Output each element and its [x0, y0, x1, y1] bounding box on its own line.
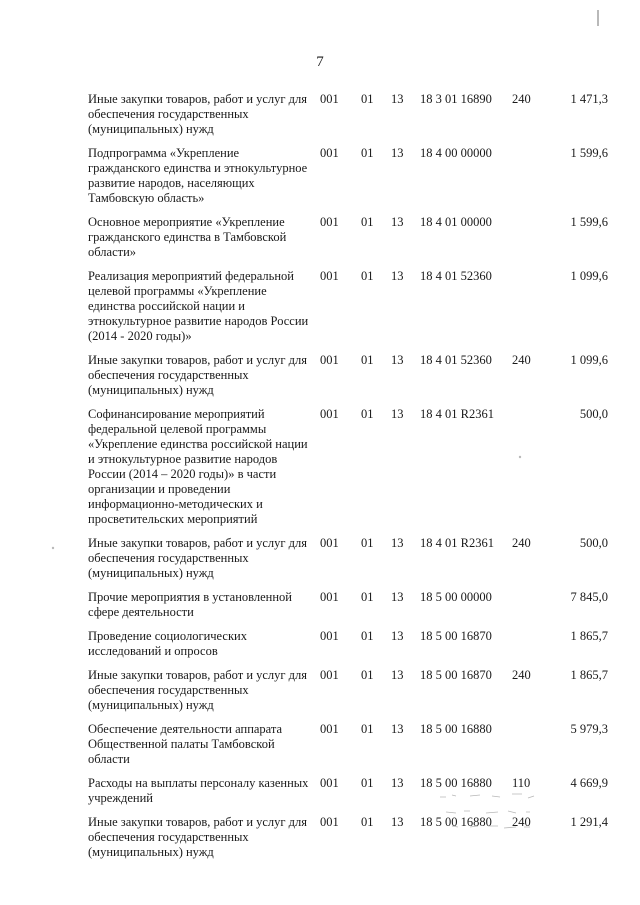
row-sum: 1 291,4 — [570, 815, 608, 829]
row-ved: 001 — [320, 146, 339, 160]
row-name: Подпрограмма «Укрепление гражданского единства и этнокультурное развитие народов, населяющих Тамбовскую область» — [88, 146, 308, 205]
row-name: Иные закупки товаров, работ и услуг для обеспечения государственных (муниципальных) нужд — [88, 353, 308, 397]
row-rz: 01 — [361, 668, 374, 682]
row-rz: 01 — [361, 146, 374, 160]
row-csr: 18 4 01 R2361 — [420, 536, 494, 550]
row-rz: 01 — [361, 536, 374, 550]
row-csr: 18 5 00 16880 — [420, 776, 492, 790]
table-row — [88, 668, 608, 713]
row-csr: 18 4 01 00000 — [420, 215, 492, 229]
row-vr: 240 — [512, 668, 531, 682]
table-row — [88, 146, 608, 206]
row-csr: 18 3 01 16890 — [420, 92, 492, 106]
row-csr: 18 4 01 52360 — [420, 269, 492, 283]
row-pr: 13 — [391, 407, 404, 421]
row-csr: 18 5 00 16870 — [420, 629, 492, 643]
table-row — [88, 407, 608, 527]
row-pr: 13 — [391, 92, 404, 106]
row-pr: 13 — [391, 668, 404, 682]
row-rz: 01 — [361, 722, 374, 736]
row-pr: 13 — [391, 146, 404, 160]
row-rz: 01 — [361, 815, 374, 829]
row-csr: 18 4 00 00000 — [420, 146, 492, 160]
row-pr: 13 — [391, 629, 404, 643]
row-sum: 1 865,7 — [570, 668, 608, 682]
row-pr: 13 — [391, 536, 404, 550]
row-csr: 18 5 00 16880 — [420, 722, 492, 736]
table-row — [88, 92, 608, 137]
row-ved: 001 — [320, 722, 339, 736]
row-name: Реализация мероприятий федеральной целевой программы «Укрепление единства российской нации и этнокультурное развитие народов России (2014 - 2020 годы)» — [88, 269, 309, 343]
row-rz: 01 — [361, 590, 374, 604]
table-row — [88, 590, 608, 620]
row-ved: 001 — [320, 536, 339, 550]
table-row — [88, 815, 608, 860]
budget-table — [88, 92, 608, 869]
row-pr: 13 — [391, 590, 404, 604]
row-name: Иные закупки товаров, работ и услуг для обеспечения государственных (муниципальных) нужд — [88, 668, 308, 712]
row-rz: 01 — [361, 776, 374, 790]
row-pr: 13 — [391, 215, 404, 229]
row-vr: 240 — [512, 815, 531, 829]
row-pr: 13 — [391, 815, 404, 829]
row-name: Основное мероприятие «Укрепление гражданского единства в Тамбовской области» — [88, 215, 287, 259]
row-sum: 1 599,6 — [570, 215, 608, 229]
row-pr: 13 — [391, 776, 404, 790]
row-ved: 001 — [320, 92, 339, 106]
row-sum: 4 669,9 — [570, 776, 608, 790]
row-csr: 18 5 00 16870 — [420, 668, 492, 682]
row-pr: 13 — [391, 722, 404, 736]
row-sum: 1 865,7 — [570, 629, 608, 643]
row-sum: 500,0 — [579, 536, 608, 550]
row-ved: 001 — [320, 407, 339, 421]
row-vr: 110 — [512, 776, 531, 790]
row-ved: 001 — [320, 269, 339, 283]
row-name: Проведение социологических исследований и опросов — [88, 629, 247, 658]
row-vr: 240 — [512, 353, 531, 367]
row-name: Прочие мероприятия в установленной сфере деятельности — [88, 590, 292, 619]
row-ved: 001 — [320, 590, 339, 604]
row-sum: 5 979,3 — [570, 722, 608, 736]
row-ved: 001 — [320, 629, 339, 643]
row-vr: 240 — [512, 536, 531, 550]
row-name: Иные закупки товаров, работ и услуг для обеспечения государственных (муниципальных) нужд — [88, 815, 308, 859]
row-sum: 7 845,0 — [570, 590, 608, 604]
row-rz: 01 — [361, 92, 374, 106]
row-pr: 13 — [391, 269, 404, 283]
row-ved: 001 — [320, 815, 339, 829]
row-ved: 001 — [320, 353, 339, 367]
table-row — [88, 536, 608, 581]
table-row — [88, 215, 608, 260]
row-sum: 1 099,6 — [570, 269, 608, 283]
row-ved: 001 — [320, 215, 339, 229]
row-sum: 1 471,3 — [570, 92, 608, 106]
row-name: Обеспечение деятельности аппарата Общественной палаты Тамбовской области — [88, 722, 283, 766]
page-number: 7 — [316, 54, 324, 70]
table-row — [88, 776, 608, 806]
row-sum: 1 099,6 — [570, 353, 608, 367]
table-row — [88, 629, 608, 659]
table-row — [88, 269, 608, 344]
table-row — [88, 353, 608, 398]
row-vr: 240 — [512, 92, 531, 106]
row-csr: 18 5 00 16880 — [420, 815, 492, 829]
row-name: Иные закупки товаров, работ и услуг для обеспечения государственных (муниципальных) нужд — [88, 536, 308, 580]
row-ved: 001 — [320, 668, 339, 682]
row-rz: 01 — [361, 269, 374, 283]
row-csr: 18 5 00 00000 — [420, 590, 492, 604]
row-rz: 01 — [361, 353, 374, 367]
row-name: Иные закупки товаров, работ и услуг для обеспечения государственных (муниципальных) нужд — [88, 92, 308, 136]
row-sum: 500,0 — [579, 407, 608, 421]
row-name: Расходы на выплаты персоналу казенных учреждений — [88, 776, 309, 805]
row-csr: 18 4 01 R2361 — [420, 407, 494, 421]
row-csr: 18 4 01 52360 — [420, 353, 492, 367]
table-row — [88, 722, 608, 767]
row-rz: 01 — [361, 629, 374, 643]
row-rz: 01 — [361, 407, 374, 421]
row-sum: 1 599,6 — [570, 146, 608, 160]
row-ved: 001 — [320, 776, 339, 790]
row-rz: 01 — [361, 215, 374, 229]
row-name: Софинансирование мероприятий федеральной целевой программы «Укрепление единства российской нации и этнокультурное развитие народов России (2014 – 2020 годы)» в части организации и проведении информационно-методических и просветительских мероприятий — [88, 407, 308, 526]
row-pr: 13 — [391, 353, 404, 367]
